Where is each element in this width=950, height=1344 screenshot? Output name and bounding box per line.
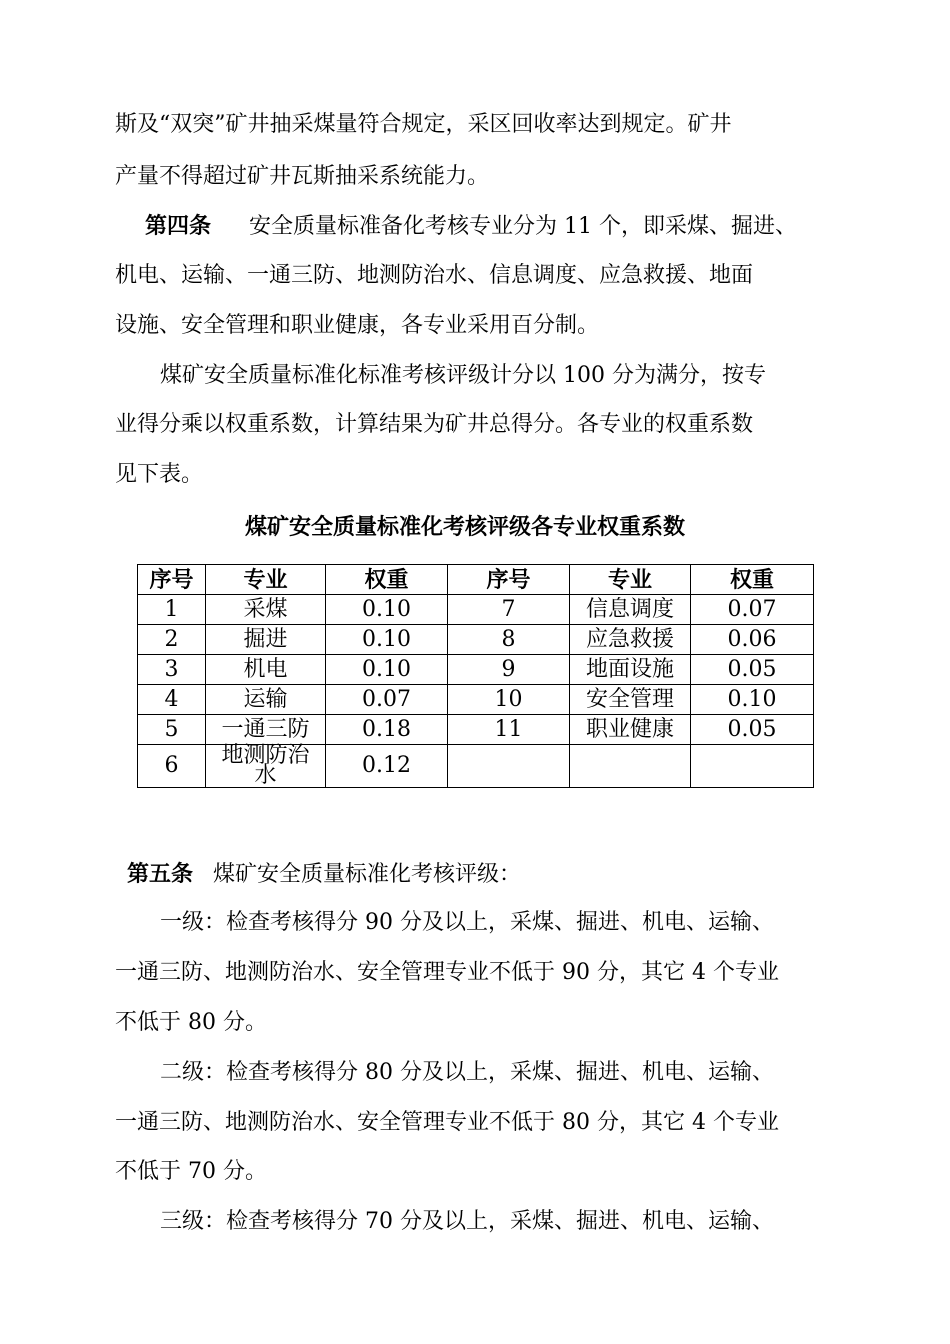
table-header: 专业 — [570, 565, 691, 595]
paragraph-line: 煤矿安全质量标准化标准考核评级计分以 100 分为满分，按专 — [160, 363, 766, 388]
table-row — [138, 715, 814, 745]
table-cell: 安全管理 — [570, 685, 691, 715]
table-cell: 0.10 — [691, 685, 814, 715]
table-cell: 运输 — [206, 685, 326, 715]
table-header-row — [138, 565, 814, 595]
table-cell: 掘进 — [206, 625, 326, 655]
table-cell: 10 — [448, 685, 570, 715]
article-4 — [145, 211, 797, 242]
paragraph-line: 不低于 80 分。 — [115, 1010, 267, 1035]
table-cell: 职业健康 — [570, 715, 691, 745]
table-cell: 6 — [138, 745, 206, 788]
article-5-intro: 煤矿安全质量标准化考核评级： — [213, 862, 522, 887]
table-cell: 5 — [138, 715, 206, 745]
table-row — [138, 595, 814, 625]
table-row — [138, 655, 814, 685]
table-header: 权重 — [691, 565, 814, 595]
table-cell: 地测防治水 — [206, 745, 326, 788]
paragraph-line: 一通三防、地测防治水、安全管理专业不低于 80 分，其它 4 个专业 — [115, 1110, 779, 1135]
paragraph-line: 不低于 70 分。 — [115, 1159, 267, 1184]
article-4-heading: 第四条 — [145, 213, 212, 239]
table-cell: 一通三防 — [206, 715, 326, 745]
weights-table — [137, 564, 814, 788]
paragraph-line: 产量不得超过矿井瓦斯抽采系统能力。 — [115, 164, 490, 189]
article-5 — [127, 859, 521, 890]
table-cell: 0.10 — [326, 655, 448, 685]
table-cell: 9 — [448, 655, 570, 685]
table-row — [138, 685, 814, 715]
table-cell: 0.18 — [326, 715, 448, 745]
table-cell: 11 — [448, 715, 570, 745]
table-cell: 3 — [138, 655, 206, 685]
table-cell: 0.06 — [691, 625, 814, 655]
table-cell: 0.10 — [326, 625, 448, 655]
table-cell: 4 — [138, 685, 206, 715]
table-cell: 0.12 — [326, 745, 448, 788]
table-cell: 0.05 — [691, 655, 814, 685]
table-header: 专业 — [206, 565, 326, 595]
paragraph-line: 机电、运输、一通三防、地测防治水、信息调度、应急救援、地面 — [115, 263, 754, 288]
table-header: 序号 — [448, 565, 570, 595]
table-cell: 信息调度 — [570, 595, 691, 625]
table-cell: 0.07 — [691, 595, 814, 625]
paragraph-line: 二级：检查考核得分 80 分及以上，采煤、掘进、机电、运输、 — [160, 1060, 774, 1085]
article-5-heading: 第五条 — [127, 861, 194, 887]
table-cell — [691, 745, 814, 788]
paragraph-line: 一级：检查考核得分 90 分及以上，采煤、掘进、机电、运输、 — [160, 910, 774, 935]
table-cell: 机电 — [206, 655, 326, 685]
table-cell: 8 — [448, 625, 570, 655]
table-title: 煤矿安全质量标准化考核评级各专业权重系数 — [244, 514, 685, 540]
paragraph-line: 业得分乘以权重系数，计算结果为矿井总得分。各专业的权重系数 — [115, 412, 754, 437]
table-cell: 7 — [448, 595, 570, 625]
table-header: 权重 — [326, 565, 448, 595]
table-header: 序号 — [138, 565, 206, 595]
paragraph-line: 见下表。 — [115, 462, 204, 487]
table-cell: 0.10 — [326, 595, 448, 625]
table-cell: 2 — [138, 625, 206, 655]
table-cell: 0.05 — [691, 715, 814, 745]
paragraph-line: 一通三防、地测防治水、安全管理专业不低于 90 分，其它 4 个专业 — [115, 960, 779, 985]
table-cell — [570, 745, 691, 788]
paragraph-line: 设施、安全管理和职业健康，各专业采用百分制。 — [115, 313, 600, 338]
article-4-text: 安全质量标准备化考核专业分为 11 个，即采煤、掘进、 — [249, 214, 797, 239]
table-row — [138, 745, 814, 788]
table-cell — [448, 745, 570, 788]
table-cell: 地面设施 — [570, 655, 691, 685]
table-row — [138, 625, 814, 655]
paragraph-line: 斯及“双突”矿井抽采煤量符合规定，采区回收率达到规定。矿井 — [115, 112, 732, 137]
table-cell: 采煤 — [206, 595, 326, 625]
table-cell: 1 — [138, 595, 206, 625]
paragraph-line: 三级：检查考核得分 70 分及以上，采煤、掘进、机电、运输、 — [160, 1209, 774, 1234]
table-cell: 应急救援 — [570, 625, 691, 655]
table-cell: 0.07 — [326, 685, 448, 715]
